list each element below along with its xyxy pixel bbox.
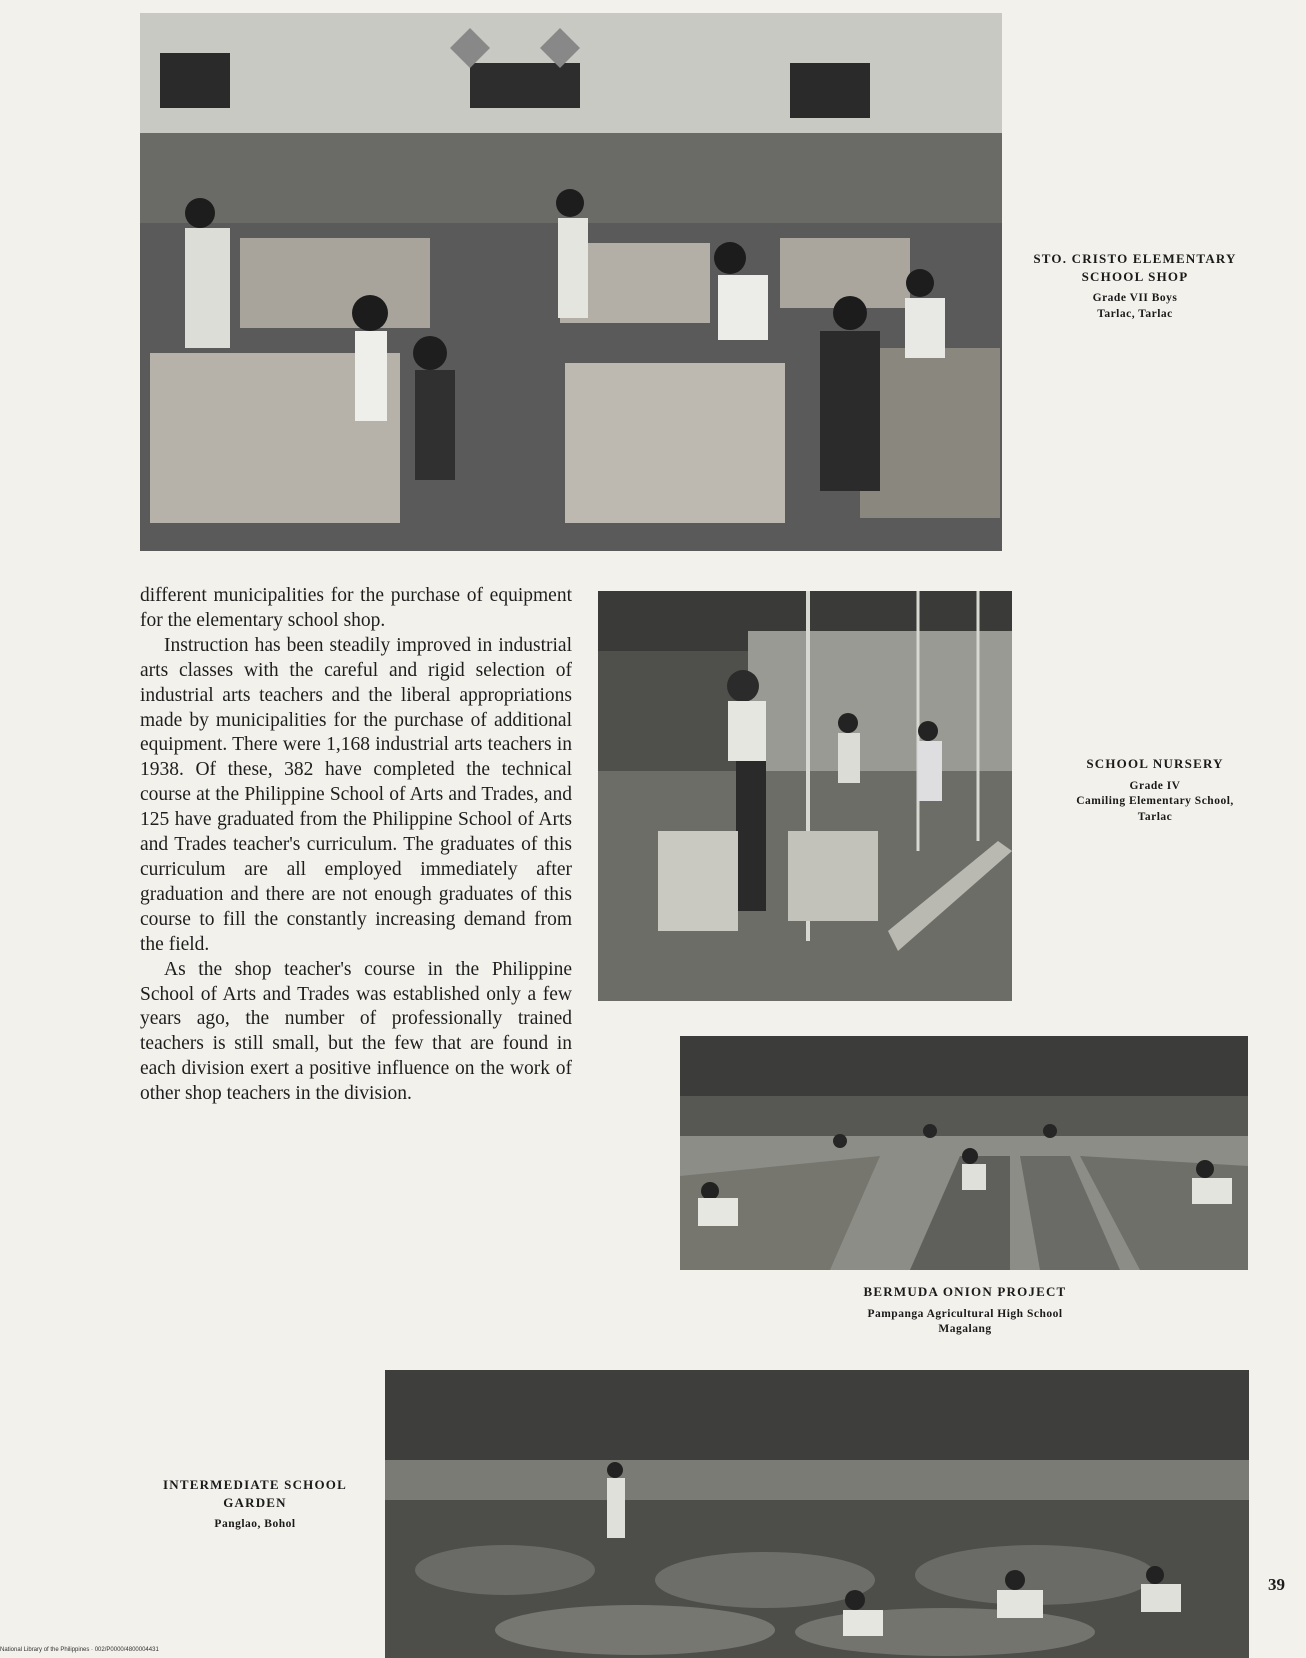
onion-project-illustration: [680, 1036, 1248, 1270]
page-number: 39: [1268, 1575, 1285, 1594]
school-nursery-caption: SCHOOL NURSERY Grade IV Camiling Elementary School, Tarlac: [1076, 756, 1234, 823]
paragraph-3: As the shop teacher's course in the Philippine School of Arts and Trades was established only a few years ago, the number of professionally trained teachers is still small, but the few that are found in each division exert a positive influence on the work of other shop teachers in the division.: [140, 958, 572, 1105]
paragraph-1: different municipalities for the purchase of equipment for the elementary school shop.: [140, 585, 572, 631]
body-text: [140, 584, 572, 1107]
school-garden-caption: INTERMEDIATE SCHOOL GARDEN Panglao, Bohol: [162, 1477, 347, 1531]
school-shop-photo: [140, 13, 1002, 551]
school-shop-caption: STO. CRISTO ELEMENTARY SCHOOL SHOP Grade VII Boys Tarlac, Tarlac: [1033, 251, 1237, 320]
onion-project-caption: BERMUDA ONION PROJECT Pampanga Agricultural High School Magalang: [863, 1284, 1067, 1336]
school-shop-illustration: [140, 13, 1002, 551]
school-nursery-illustration: [598, 591, 1012, 1001]
paragraph-2: Instruction has been steadily improved in industrial arts classes with the careful and rigid selection of industrial arts teachers and the liberal appropriations made by municipalities for the purchase of additional equipment. There were 1,168 industrial arts teachers in 1938. Of these, 382 have completed the technical course at the Philippine School of Arts and Trades, and 125 have graduated from the Philippine School of Arts and Trades teacher's curriculum. The graduates of this curriculum are all employed immediately after graduation and there are not enough graduates of this course to fill the constantly increasing demand from the field.: [140, 634, 572, 955]
footer-note: National Library of the Philippines · 002/P0000/4800004431: [0, 1647, 159, 1653]
school-nursery-photo: [598, 591, 1012, 1001]
school-garden-illustration: [385, 1370, 1249, 1658]
school-garden-photo: [385, 1370, 1249, 1658]
onion-project-photo: [680, 1036, 1248, 1270]
